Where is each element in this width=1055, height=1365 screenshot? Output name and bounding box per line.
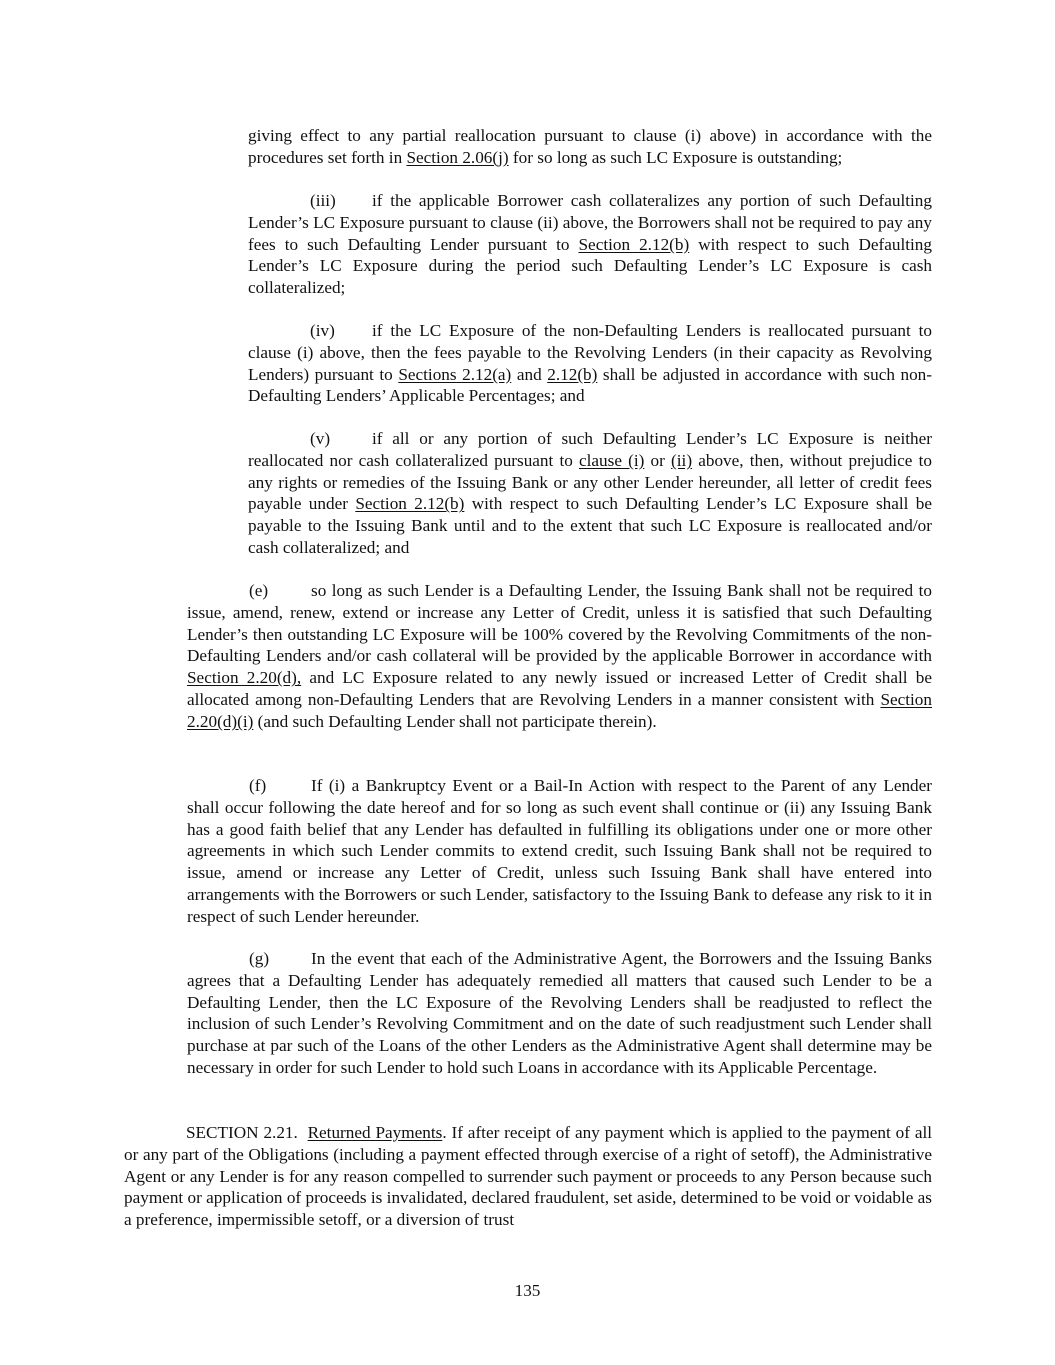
clause-iv: (iv) if the LC Exposure of the non-Defaulting Lenders is reallocated pursuant to clause (i) above, then the fees payable to the Revolving Lenders (in their capacity as Revolving Lenders) pursuant to Sections 2.12(a) and 2.12(b) shall be adjusted in accordance with such non-Defaulting Lenders’ Applicable Percentages; and <box>248 321 932 406</box>
cross-reference[interactable]: Section 2.20(d)(i) <box>187 689 932 731</box>
section-number: SECTION 2.21. <box>186 1123 298 1142</box>
clause-label: (v) <box>310 429 331 448</box>
cross-reference[interactable]: Section 2.20(d), <box>187 668 302 688</box>
cross-reference[interactable]: Section 2.06(j) <box>406 147 509 167</box>
section-2-21: SECTION 2.21. Returned Payments. If after receipt of any payment which is applied to the payment of all or any part of the Obligations (including a payment effected through exercise of a right of setoff), the Administrative Agent or any Lender is for any reason compelled to surrender such payment or proceeds to any Person because such payment or application of proceeds is invalidated, declared fraudulent, set aside, determined to be void or voidable as a preference, impermissible setoff, or a diversion of trust <box>124 1123 932 1230</box>
cross-reference[interactable]: (ii) <box>671 450 693 470</box>
clause-label: (iv) <box>310 321 335 340</box>
clause-iii: (iii) if the applicable Borrower cash collateralizes any portion of such Defaulting Lender’s LC Exposure pursuant to clause (ii) above, the Borrowers shall not be required to pay any fees to such Defaulting Lender pursuant to Section 2.12(b) with respect to such Defaulting Lender’s LC Exposure during the period such Defaulting Lender’s LC Exposure is cash collateralized; <box>248 191 932 298</box>
clause-label: (f) <box>249 776 267 795</box>
clause-label: (iii) <box>310 191 336 210</box>
cross-reference[interactable]: Sections 2.12(a) <box>398 364 512 384</box>
cross-reference[interactable]: clause (i) <box>579 450 645 470</box>
cross-reference[interactable]: 2.12(b) <box>547 364 598 384</box>
page-number: 135 <box>514 1281 541 1300</box>
clause-v: (v) if all or any portion of such Defaulting Lender’s LC Exposure is neither reallocated nor cash collateralized pursuant to clause (i) or (ii) above, then, without prejudice to any rights or remedies of the Issuing Bank or any other Lender hereunder, all letter of credit fees payable under Section 2.12(b) with respect to such Defaulting Lender’s LC Exposure shall be payable to the Issuing Bank until and to the extent that such LC Exposure is reallocated and/or cash collateralized; and <box>248 429 932 557</box>
paragraph-continuation: giving effect to any partial reallocation pursuant to clause (i) above) in accordance with the procedures set forth in Section 2.06(j) for so long as such LC Exposure is outstanding; <box>248 126 932 167</box>
clause-e: (e) so long as such Lender is a Defaulting Lender, the Issuing Bank shall not be required to issue, amend, renew, extend or increase any Letter of Credit, unless it is satisfied that such Defaulting Lender’s then outstanding LC Exposure will be 100% covered by the Revolving Commitments of the non-Defaulting Lenders and/or cash collateral will be provided by the applicable Borrower in accordance with Section 2.20(d), and LC Exposure related to any newly issued or increased Letter of Credit shall be allocated among non-Defaulting Lenders that are Revolving Lenders in a manner consistent with Section 2.20(d)(i) (and such Defaulting Lender shall not participate therein). <box>187 581 932 731</box>
clause-label: (g) <box>249 949 270 968</box>
clause-g: (g) In the event that each of the Administrative Agent, the Borrowers and the Issuing Banks agrees that a Defaulting Lender has adequately remedied all matters that caused such Lender to be a Defaulting Lender, then the LC Exposure of the Revolving Lenders shall be readjusted to reflect the inclusion of such Lender’s Revolving Commitment and on the date of such readjustment such Lender shall purchase at par such of the Loans of the other Lenders as the Administrative Agent shall determine may be necessary in order for such Lender to hold such Loans in accordance with its Applicable Percentage. <box>187 949 932 1077</box>
section-heading: Returned Payments <box>307 1123 443 1142</box>
clause-f: (f) If (i) a Bankruptcy Event or a Bail-In Action with respect to the Parent of any Lender shall occur following the date hereof and for so long as such event shall continue or (ii) any Issuing Bank has a good faith belief that any Lender has defaulted in fulfilling its obligations under one or more other agreements in which such Lender commits to extend credit, such Issuing Bank shall not be required to issue, amend or increase any Letter of Credit, unless such Issuing Bank shall have entered into arrangements with the Borrowers or such Lender, satisfactory to the Issuing Bank to defease any risk to it in respect of such Lender hereunder. <box>187 776 932 926</box>
cross-reference[interactable]: Section 2.12(b) <box>355 494 465 514</box>
cross-reference[interactable]: Section 2.12(b) <box>578 234 690 254</box>
clause-label: (e) <box>249 581 269 600</box>
